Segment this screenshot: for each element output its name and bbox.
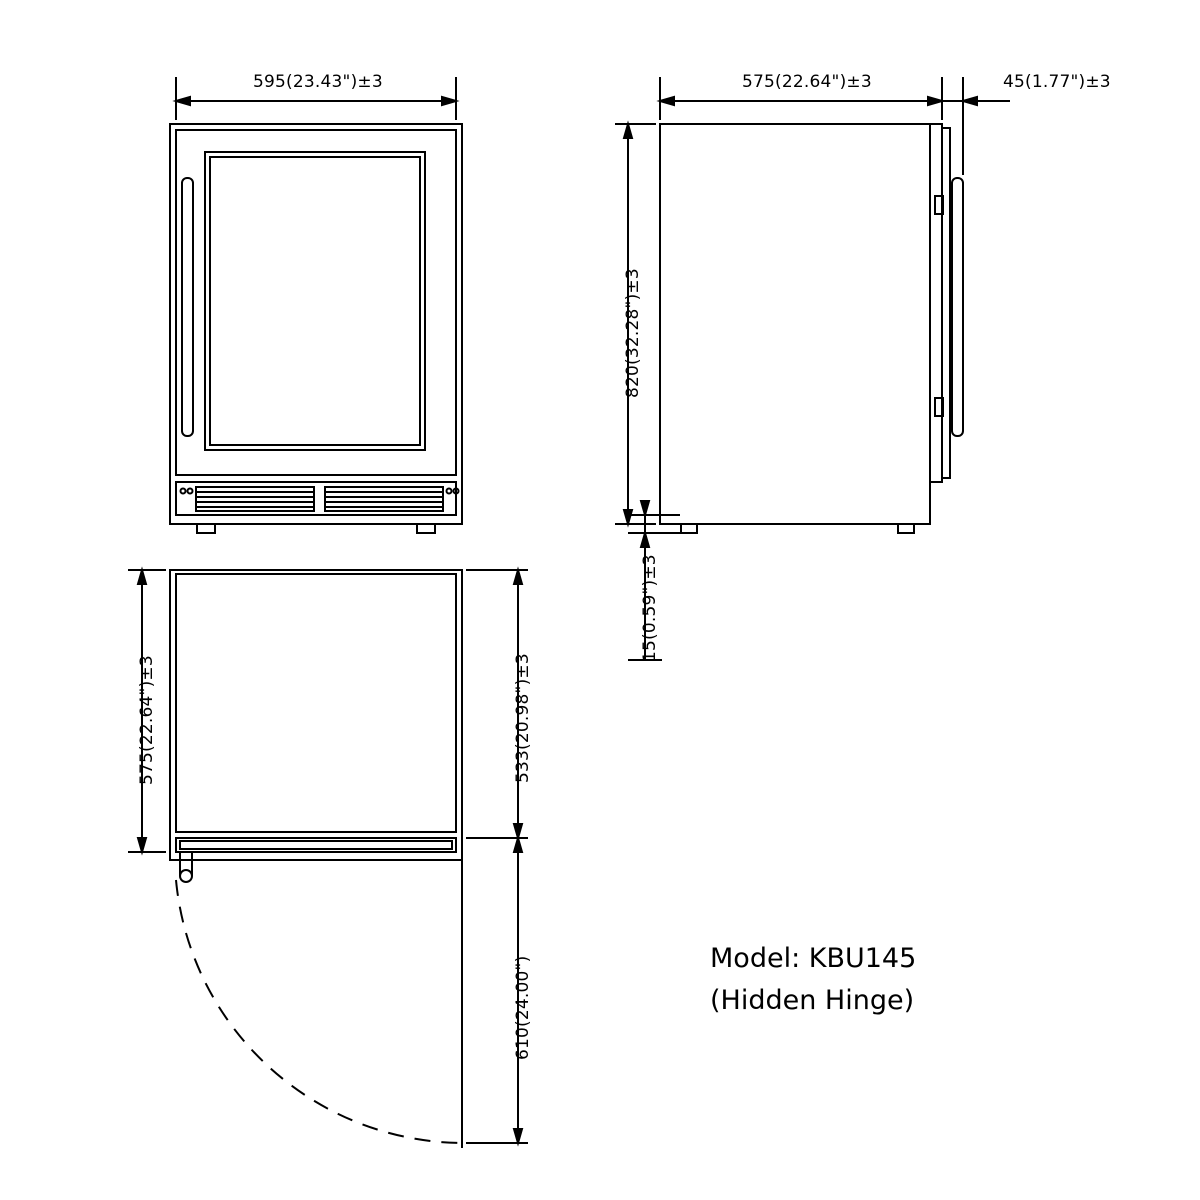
dim-top-door-swing: 610(24.00") — [513, 955, 533, 1060]
front-view-geometry — [170, 77, 462, 533]
hinge-type-label: (Hidden Hinge) — [710, 985, 915, 1016]
dim-top-body-depth: 533(20.98")±3 — [513, 653, 533, 783]
dim-front-width: 595(23.43")±3 — [253, 72, 383, 92]
side-view-geometry — [615, 77, 1010, 660]
dim-top-depth: 575(22.64")±3 — [137, 655, 157, 785]
model-name-label: Model: KBU145 — [710, 943, 917, 974]
dim-side-foot-height: 15(0.59")±3 — [640, 554, 660, 662]
dim-side-depth: 575(22.64")±3 — [742, 72, 872, 92]
dim-side-height: 820(32.28")±3 — [623, 268, 643, 398]
dim-side-door-thickness: 45(1.77")±3 — [1003, 72, 1111, 92]
top-view-geometry — [128, 570, 528, 1148]
